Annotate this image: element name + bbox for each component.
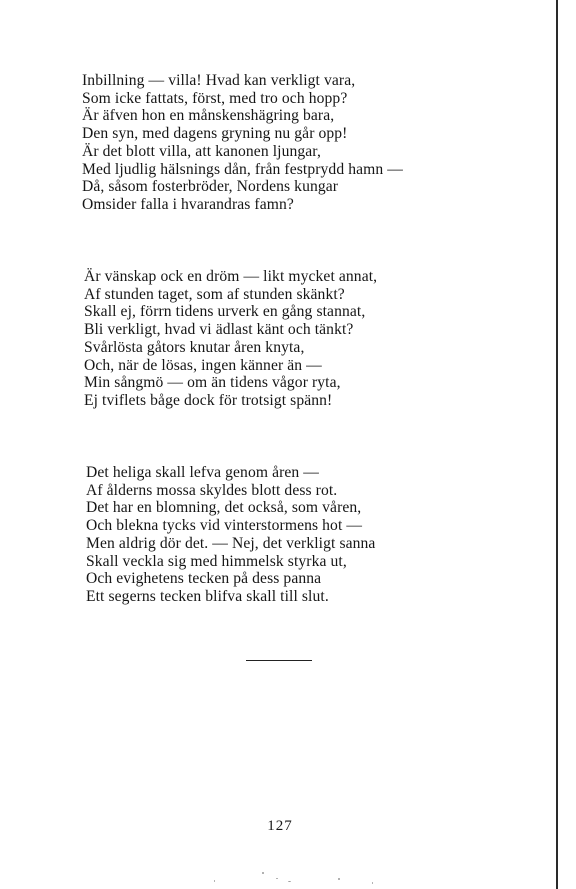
scan-speck — [338, 878, 340, 880]
verse-line: Min sångmö — om än tidens vågor ryta, — [84, 374, 341, 392]
verse-line: Af stunden taget, som af stunden skänkt? — [84, 285, 345, 303]
verse-line: Skall ej, förrn tidens urverk en gång stannat, — [84, 303, 366, 321]
scan-speck — [288, 881, 291, 882]
verse-line: Ej tviflets båge dock för trotsigt spänn! — [84, 391, 333, 409]
page-number: 127 — [267, 818, 293, 834]
verse-line: Och, när de lösas, ingen känner än — — [84, 356, 322, 374]
verse-line: Af ålderns mossa skyldes blott dess rot. — [86, 481, 338, 499]
stanza — [82, 72, 403, 214]
verse-line: Då, såsom fosterbröder, Nordens kungar — [82, 178, 339, 196]
verse-line: Är äfven hon en månskenshägring bara, — [82, 107, 335, 125]
verse-line: Men aldrig dör det. — Nej, det verkligt sanna — [86, 534, 376, 552]
stanza — [86, 464, 375, 606]
verse-line: Och evighetens tecken på dess panna — [86, 570, 322, 588]
verse-line: Som icke fattats, först, med tro och hopp? — [82, 89, 348, 107]
verse-line: Den syn, med dagens gryning nu går opp! — [82, 125, 348, 143]
scan-speck — [276, 878, 278, 879]
scan-speck — [372, 882, 373, 884]
verse-line: Och blekna tycks vid vinterstormens hot — — [86, 517, 363, 535]
verse-line: Skall veckla sig med himmelsk styrka ut, — [86, 552, 347, 570]
verse-line: Bli verkligt, hvad vi ädlast känt och tänkt? — [84, 321, 354, 339]
verse-line: Är det blott villa, att kanonen ljungar, — [82, 142, 321, 160]
scan-speck — [214, 880, 215, 882]
verse-line: Det heliga skall lefva genom åren — — [86, 464, 319, 481]
stanza — [84, 268, 377, 410]
verse-line: Är vänskap ock en dröm — likt mycket annat, — [84, 268, 378, 285]
section-divider — [246, 660, 312, 661]
verse-line: Det har en blomning, det också, som våren, — [86, 499, 362, 517]
verse-line: Inbillning — villa! Hvad kan verkligt vara, — [82, 72, 356, 89]
verse-line: Med ljudlig hälsnings dån, från festprydd hamn — — [82, 160, 403, 178]
verse-line: Ett segerns tecken blifva skall till slut. — [86, 587, 329, 605]
verse-line: Svårlösta gåtors knutar åren knyta, — [84, 338, 305, 356]
page-edge — [556, 0, 558, 889]
verse-line: Omsider falla i hvarandras famn? — [82, 195, 294, 213]
scan-speck — [262, 872, 264, 874]
